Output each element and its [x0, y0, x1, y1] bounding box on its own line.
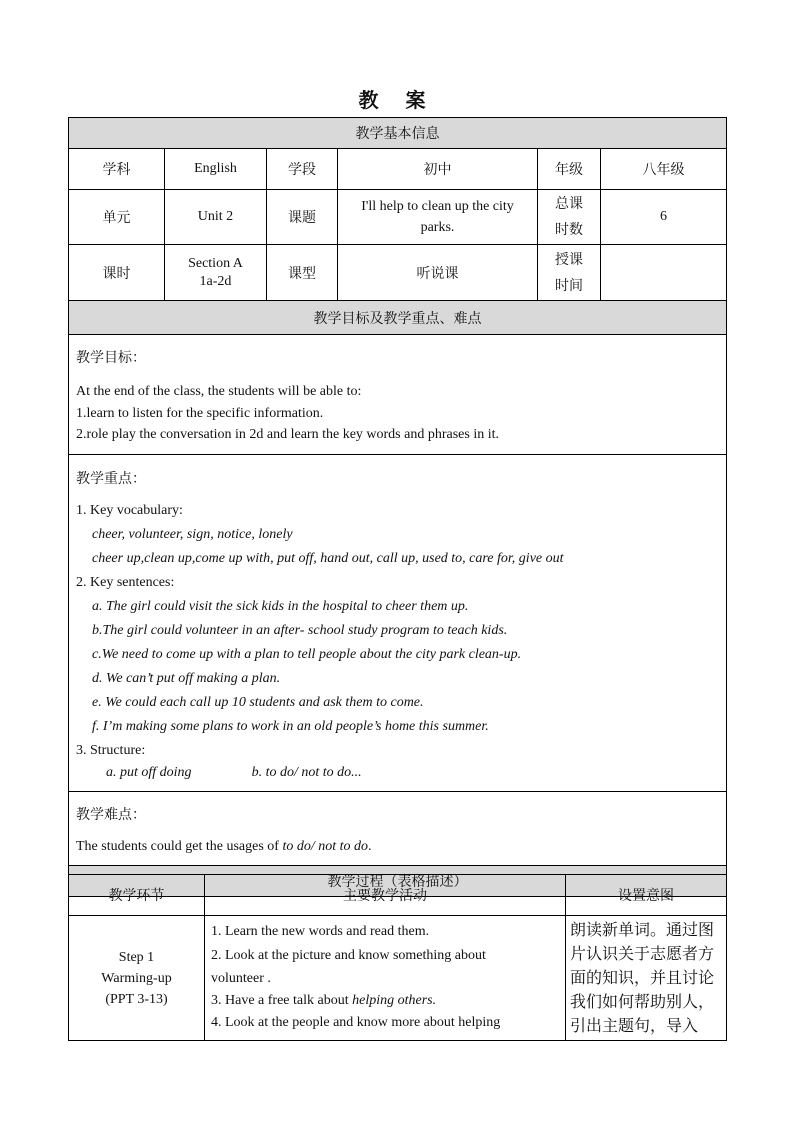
total-hours-label [538, 190, 601, 245]
step-1-name: Warming-up [101, 970, 172, 986]
activity-column-header: 主要教学活动 [205, 875, 566, 916]
stage-label: 学段 [267, 149, 338, 190]
difficulties-title: 教学难点： [76, 806, 146, 823]
difficulty-line [76, 836, 719, 858]
difficulty-italic: to do/ not to do [282, 838, 369, 854]
activity-3 [211, 990, 559, 1012]
objectives-header: 教学目标及教学重点、难点 [69, 301, 727, 335]
activity-4: 4. Look at the people and know more about helping [211, 1015, 501, 1030]
teaching-time-label-1: 授课 [555, 251, 583, 268]
topic-label: 课题 [267, 190, 338, 245]
sentence-d: d. We can’t put off making a plan. [92, 670, 281, 686]
period-value-2: 1a-2d [199, 273, 232, 289]
goal-line-2: 1.learn to listen for the specific information. [76, 405, 324, 421]
key-sentences-label: 2. Key sentences: [76, 574, 175, 590]
step-1-cell [69, 916, 205, 1041]
type-value: 听说课 [338, 245, 538, 301]
goal-line-1: At the end of the class, the students will be able to: [76, 384, 362, 399]
purpose-column-header: 设置意图 [566, 875, 727, 916]
key-vocab-label: 1. Key vocabulary: [76, 502, 183, 518]
structure-label: 3. Structure: [76, 742, 146, 758]
difficulty-suffix: . [368, 838, 372, 854]
unit-value: Unit 2 [165, 190, 267, 245]
document-title: 教 案 [358, 88, 436, 112]
sentence-a: a. The girl could visit the sick kids in the hospital to cheer them up. [92, 598, 469, 614]
vocab-line-2: cheer up,clean up,come up with, put off, hand out, call up, used to, care for, give out [92, 550, 564, 566]
key-points-cell [69, 454, 727, 791]
vocab-line-1: cheer, volunteer, sign, notice, lonely [92, 526, 293, 542]
period-label: 课时 [69, 245, 165, 301]
teaching-goals-cell [69, 335, 727, 455]
sentence-e: e. We could each call up 10 students and ask them to come. [92, 694, 424, 710]
total-hours-label-1: 总课 [555, 196, 583, 212]
period-value [165, 245, 267, 301]
step-1-activities [205, 916, 566, 1041]
difficulties-cell [69, 791, 727, 866]
structure-items [76, 763, 719, 783]
step-1-number: Step 1 [118, 949, 155, 965]
subject-value: English [165, 149, 267, 190]
activity-2b: volunteer . [211, 971, 271, 986]
subject-label: 学科 [69, 149, 165, 190]
activity-1: 1. Learn the new words and read them. [211, 924, 430, 939]
topic-value: I'll help to clean up the city parks. [338, 190, 538, 245]
lesson-plan-table [68, 117, 727, 897]
total-hours-value: 6 [601, 190, 727, 245]
goal-line-3: 2.role play the conversation in 2d and learn the key words and phrases in it. [76, 427, 499, 442]
sentence-f: f. I’m making some plans to work in an old people’s home this summer. [92, 718, 489, 734]
grade-value: 八年级 [601, 149, 727, 190]
step-1-ppt: (PPT 3-13) [105, 991, 168, 1007]
activity-2a: 2. Look at the picture and know something about [211, 948, 486, 963]
sentence-b: b.The girl could volunteer in an after- school study program to teach kids. [92, 622, 508, 638]
period-value-1: Section A [188, 255, 243, 271]
structure-b: b. to do/ not to do... [251, 764, 362, 780]
type-label: 课型 [267, 245, 338, 301]
teaching-time-value [601, 245, 727, 301]
grade-label: 年级 [538, 149, 601, 190]
total-hours-label-2: 时数 [555, 222, 583, 238]
step-1-purpose: 朗读新单词。通过图片认识关于志愿者方面的知识，并且讨论我们如何帮助别人，引出主题句，导入 [566, 916, 727, 1041]
activity-3-prefix: 3. Have a free talk about [211, 993, 353, 1008]
teaching-goals-title: 教学目标： [76, 350, 146, 366]
stage-value: 初中 [338, 149, 538, 190]
basic-info-header: 教学基本信息 [69, 118, 727, 149]
teaching-time-label [538, 245, 601, 301]
key-points-title: 教学重点： [76, 470, 146, 487]
process-header: 教学过程（表格描述） [69, 866, 727, 897]
teaching-time-label-2: 时间 [555, 277, 583, 294]
difficulty-prefix: The students could get the usages of [76, 838, 283, 854]
unit-label: 单元 [69, 190, 165, 245]
process-table [68, 874, 727, 1041]
sentence-c: c.We need to come up with a plan to tell people about the city park clean-up. [92, 646, 522, 662]
activity-3-italic: helping others. [352, 993, 437, 1008]
structure-a: a. put off doing [106, 764, 192, 780]
step-column-header: 教学环节 [69, 875, 205, 916]
